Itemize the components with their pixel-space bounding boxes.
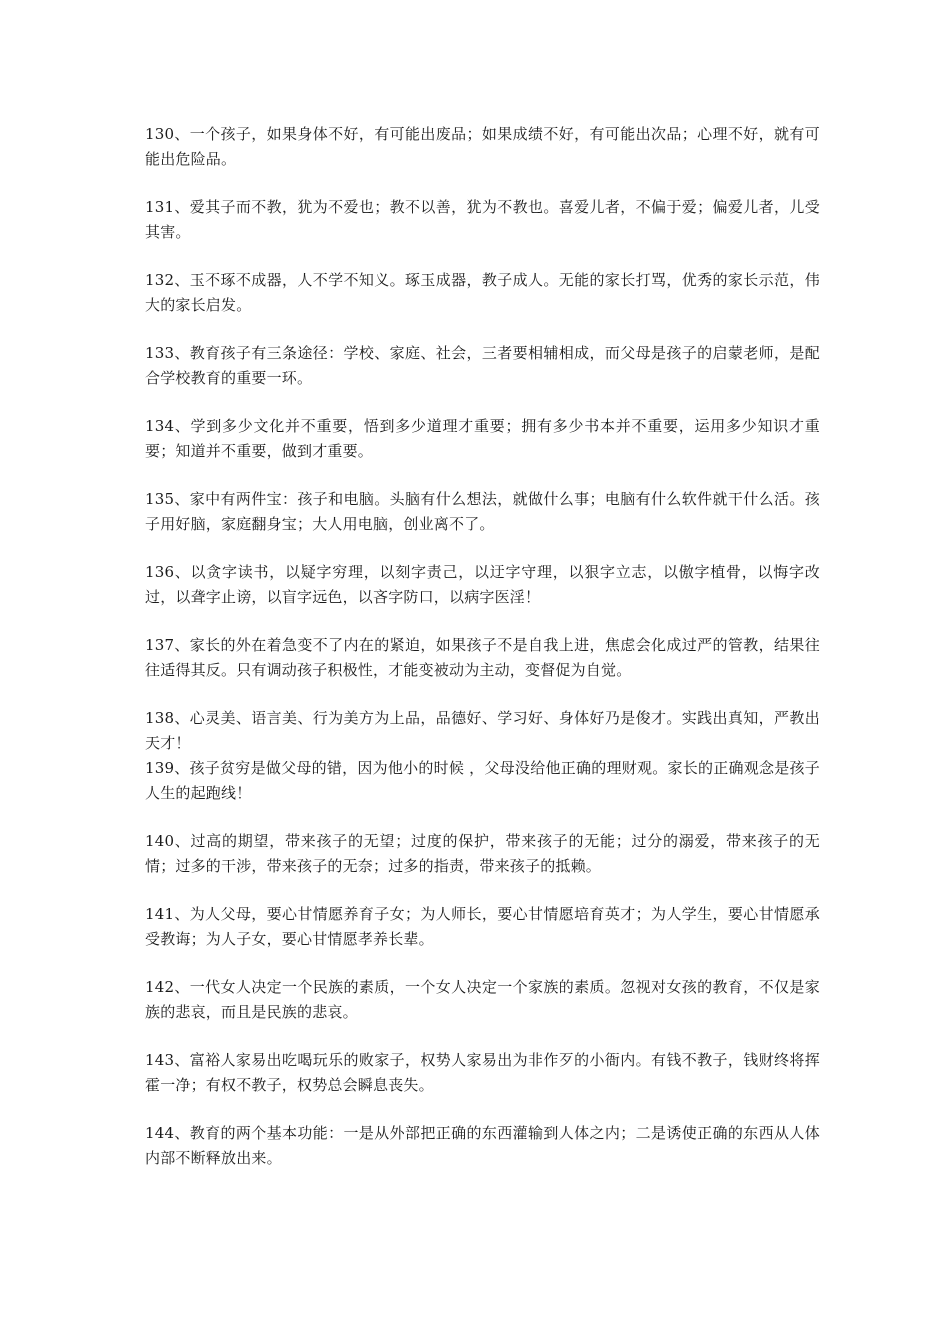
paragraph-134: 134、学到多少文化并不重要，悟到多少道理才重要；拥有多少书本并不重要，运用多少知识才重要；知道并不重要，做到才重要。 <box>145 417 820 460</box>
paragraph-137: 137、家长的外在着急变不了内在的紧迫，如果孩子不是自我上进，焦虑会化成过严的管教，结果往往适得其反。只有调动孩子积极性，才能变被动为主动，变督促为自觉。 <box>145 636 820 679</box>
paragraph-141: 141、为人父母，要心甘情愿养育子女；为人师长，要心甘情愿培育英才；为人学生，要心甘情愿承受教诲；为人子女，要心甘情愿孝养长辈。 <box>145 905 820 948</box>
paragraph-144: 144、教育的两个基本功能：一是从外部把正确的东西灌输到人体之内；二是诱使正确的东西从人体内部不断释放出来。 <box>145 1124 820 1167</box>
paragraph-139: 139、孩子贫穷是做父母的错，因为他小的时候 ，父母没给他正确的理财观。家长的正确观念是孩子人生的起跑线！ <box>145 759 820 802</box>
paragraph-131: 131、爱其子而不教，犹为不爱也；教不以善，犹为不教也。喜爱儿者，不偏于爱；偏爱儿者，儿受其害。 <box>145 198 820 241</box>
paragraph-132: 132、玉不琢不成器，人不学不知义。琢玉成器，教子成人。无能的家长打骂，优秀的家长示范，伟大的家长启发。 <box>145 271 820 314</box>
paragraph-138: 138、心灵美、语言美、行为美方为上品，品德好、学习好、身体好乃是俊才。实践出真知，严教出天才！ <box>145 709 820 752</box>
document-body <box>145 122 820 1194</box>
paragraph-135: 135、家中有两件宝：孩子和电脑。头脑有什么想法，就做什么事；电脑有什么软件就干什么活。孩子用好脑，家庭翻身宝；大人用电脑，创业离不了。 <box>145 490 820 533</box>
paragraph-133: 133、教育孩子有三条途径：学校、家庭、社会，三者要相辅相成，而父母是孩子的启蒙老师，是配合学校教育的重要一环。 <box>145 344 820 387</box>
paragraph-143: 143、富裕人家易出吃喝玩乐的败家子，权势人家易出为非作歹的小衙内。有钱不教子，钱财终将挥霍一净；有权不教子，权势总会瞬息丧失。 <box>145 1051 820 1094</box>
paragraph-142: 142、一代女人决定一个民族的素质，一个女人决定一个家族的素质。忽视对女孩的教育，不仅是家族的悲哀，而且是民族的悲哀。 <box>145 978 820 1021</box>
paragraph-140: 140、过高的期望，带来孩子的无望；过度的保护，带来孩子的无能；过分的溺爱，带来孩子的无情；过多的干涉，带来孩子的无奈；过多的指责，带来孩子的抵赖。 <box>145 832 820 875</box>
paragraph-130: 130、一个孩子，如果身体不好，有可能出废品；如果成绩不好，有可能出次品；心理不好，就有可能出危险品。 <box>145 125 820 168</box>
paragraph-136: 136、以贪字读书，以疑字穷理，以刻字责己，以迂字守理，以狠字立志，以傲字植骨，以悔字改过，以聋字止谤，以盲字远色，以吝字防口，以病字医淫！ <box>145 563 820 606</box>
